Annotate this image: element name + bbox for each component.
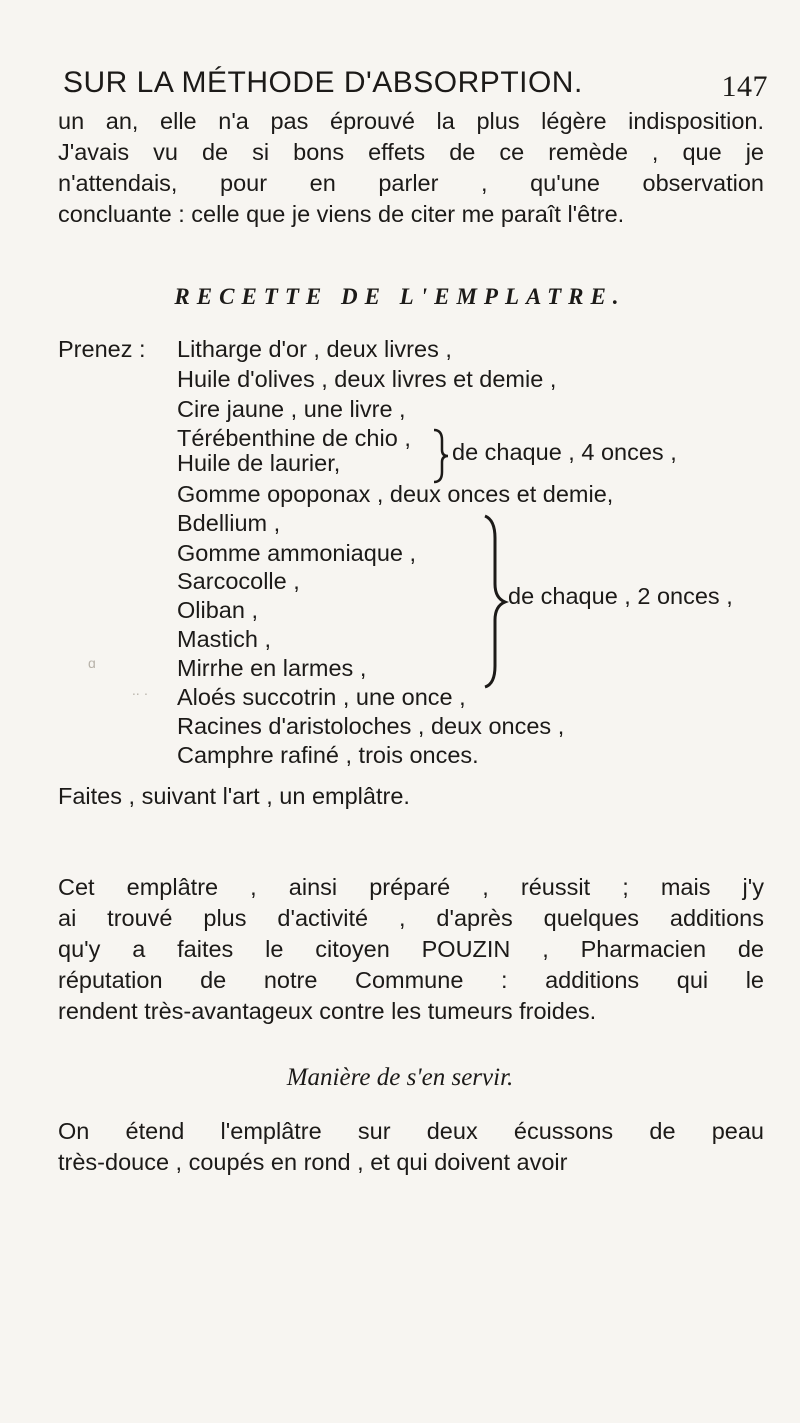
recipe-lead: Prenez : <box>58 336 146 362</box>
text-line: Cet emplâtre , ainsi préparé , réussit ; mais j'y <box>58 874 764 900</box>
recipe-item: Huile de laurier, <box>177 450 341 476</box>
group1-quantity: de chaque , 4 onces , <box>452 439 677 465</box>
text-line: n'attendais, pour en parler , qu'une observation <box>58 170 764 196</box>
brace-icon <box>479 514 509 689</box>
running-header <box>63 58 768 108</box>
text-line: On étend l'emplâtre sur deux écussons de peau <box>58 1118 764 1144</box>
recipe-item: Bdellium , <box>177 510 281 536</box>
recipe-item: Cire jaune , une livre , <box>177 396 406 422</box>
paragraph-two <box>58 872 764 1027</box>
running-title: SUR LA MÉTHODE D'ABSORPTION. <box>63 66 583 99</box>
recipe-item: Gomme opoponax , deux onces et demie, <box>177 481 614 507</box>
recipe-item: Litharge d'or , deux livres , <box>177 336 452 362</box>
recipe-heading: RECETTE DE L'EMPLATRE. <box>174 284 626 309</box>
paragraph-three <box>58 1116 764 1178</box>
text-line: très-douce , coupés en rond , et qui doivent avoir <box>58 1149 568 1175</box>
recipe-item: Camphre rafiné , trois onces. <box>177 742 479 768</box>
group2-quantity: de chaque , 2 onces , <box>508 583 733 609</box>
text-line: J'avais vu de si bons effets de ce remède , que je <box>58 139 764 165</box>
ink-mark: ∙∙ · <box>132 685 149 701</box>
text-line: Faites , suivant l'art , un emplâtre. <box>58 783 410 809</box>
text-line: concluante : celle que je viens de citer me paraît l'être. <box>58 201 625 227</box>
section-subheading: Manière de s'en servir. <box>286 1064 514 1091</box>
text-line: un an, elle n'a pas éprouvé la plus légère indisposition. <box>58 108 764 134</box>
text-line: qu'y a faites le citoyen POUZIN , Pharmacien de <box>58 936 764 962</box>
recipe-item: Sarcocolle , <box>177 568 300 594</box>
instruction-line <box>58 781 764 812</box>
recipe-item: Aloés succotrin , une once , <box>177 684 466 710</box>
recipe-item: Racines d'aristoloches , deux onces , <box>177 713 565 739</box>
recipe-item: Mastich , <box>177 626 272 652</box>
recipe-item: Oliban , <box>177 597 258 623</box>
intro-paragraph <box>58 106 764 230</box>
page-number: 147 <box>721 70 768 103</box>
recipe-item: Huile d'olives , deux livres et demie , <box>177 366 557 392</box>
text-line: rendent très-avantageux contre les tumeurs froides. <box>58 998 597 1024</box>
ink-mark: ɑ <box>88 655 96 671</box>
text-line: ai trouvé plus d'activité , d'après quelques additions <box>58 905 764 931</box>
recipe-item: Térébenthine de chio , <box>177 425 411 451</box>
recipe-item: Gomme ammoniaque , <box>177 540 417 566</box>
recipe-item: Mirrhe en larmes , <box>177 655 367 681</box>
text-line: réputation de notre Commune : additions qui le <box>58 967 764 993</box>
brace-icon <box>430 426 450 486</box>
